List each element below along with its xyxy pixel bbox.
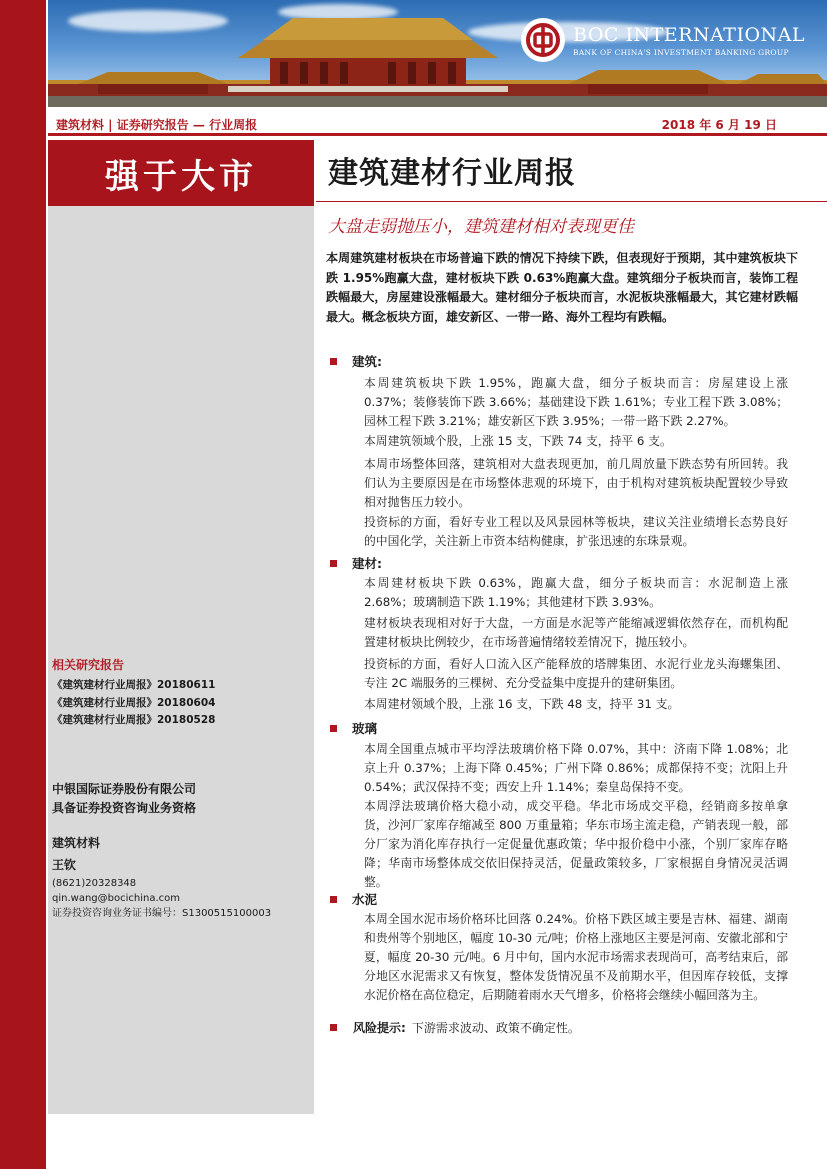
section-heading-materials (330, 554, 382, 572)
report-date: 2018 年 6 月 19 日 (661, 118, 777, 132)
rating-badge: 强于大市 (48, 140, 314, 206)
risk-text: 下游需求波动、政策不确定性。 (411, 1021, 580, 1035)
sector-label: 建筑材料 (52, 836, 101, 850)
header-divider (48, 133, 827, 136)
company-qualification: 具备证券投资咨询业务资格 (52, 801, 197, 815)
paragraph: 建材板块表现相对好于大盘，一方面是水泥等产能缩减逻辑依然存在，而机构配置建材板块比例较少，在市场普遍情绪较差情况下，抛压较小。 (364, 616, 788, 649)
paragraph: 本周全国水泥市场价格环比回落 0.24%。价格下跌区域主要是吉林、福建、湖南和贵州等个别地区，幅度 10-30 元/吨；价格上涨地区主要是河南、安徽北部和宁夏，幅度 20-30 元/吨。6 月中旬，国内水泥市场需求表现尚可，高考结束后，部分地区水泥需求又有恢复，整体发货情况虽不及前期水平，但因库存较低，支撑水泥价格在高位稳定，后期随着雨水天气增多，价格将会继续小幅回落为主。 (364, 912, 788, 1002)
paragraph: 本周建筑领域个股，上涨 15 支，下跌 74 支，持平 6 支。 (364, 434, 672, 448)
related-reports-title: 相关研究报告 (52, 658, 125, 672)
analyst-name: 王钦 (52, 858, 77, 872)
left-accent-bar (0, 0, 46, 1169)
brand-name: BOC INTERNATIONAL (573, 23, 805, 46)
bullet-square-icon (330, 725, 337, 732)
bullet-square-icon (330, 896, 337, 903)
paragraph: 投资标的方面，看好专业工程以及风景园林等板块，建议关注业绩增长态势良好的中国化学，关注新上市资本结构健康，扩张迅速的东珠景观。 (364, 515, 788, 548)
analyst-email[interactable]: qin.wang@bocichina.com (52, 893, 180, 904)
risk-warning (330, 1019, 580, 1036)
risk-label: 风险提示: (353, 1021, 406, 1035)
company-info (52, 780, 196, 818)
related-report-item[interactable]: 《建筑建材行业周报》20180604 (52, 696, 216, 709)
section-heading-text: 水泥 (352, 892, 378, 907)
title-divider (316, 201, 827, 202)
section-heading-glass (330, 719, 377, 737)
paragraph: 本周浮法玻璃价格大稳小动，成交平稳。华北市场成交平稳，经销商多按单拿货，沙河厂家库存缩减至 800 万重量箱；华东市场主流走稳，产销表现一般，部分厂家为消化库存执行一定促量优惠政策；华中报价稳中小涨，个别厂家库存略降；华南市场整体成交依旧保持灵活，促量政策较多，厂家根据自身情况灵活调整。 (364, 799, 788, 889)
analyst-phone: (8621)20328348 (52, 878, 137, 889)
company-name: 中银国际证券股份有限公司 (52, 782, 197, 796)
bullet-square-icon (330, 1024, 337, 1031)
paragraph: 本周建筑板块下跌 1.95%，跑赢大盘，细分子板块而言：房屋建设上涨 0.37%；装修装饰下跌 3.66%；基础建设下跌 1.61%；专业工程下跌 3.08%；园林工程下跌 3.21%；雄安新区下跌 3.95%；一带一路下跌 2.27%。 (364, 376, 788, 428)
report-subtitle: 大盘走弱抛压小，建筑建材相对表现更佳 (328, 217, 634, 237)
brand-logo (521, 18, 805, 62)
report-summary: 本周建筑建材板块在市场普遍下跌的情况下持续下跌，但表现好于预期，其中建筑板块下跌 1.95%跑赢大盘，建材板块下跌 0.63%跑赢大盘。建筑细分子板块而言，装饰工程跌幅最大，房屋建设涨幅最大。建材细分子板块而言，水泥板块涨幅最大，其它建材跌幅最大。概念板块方面，雄安新区、一带一路、海外工程均有跌幅。 (326, 251, 798, 324)
bullet-square-icon (330, 358, 337, 365)
boc-logo-icon (521, 18, 565, 62)
section-heading-text: 玻璃 (352, 721, 378, 736)
section-heading-text: 建筑: (352, 354, 382, 369)
paragraph: 本周建材领域个股，上涨 16 支，下跌 48 支，持平 31 支。 (364, 697, 680, 711)
paragraph: 本周建材板块下跌 0.63%，跑赢大盘，细分子板块而言：水泥制造上涨 2.68%；玻璃制造下跌 1.19%；其他建材下跌 3.93%。 (364, 576, 788, 609)
brand-tagline: BANK OF CHINA'S INVESTMENT BANKING GROUP (573, 47, 789, 57)
report-title: 建筑建材行业周报 (328, 156, 576, 191)
analyst-license: 证券投资咨询业务证书编号：S1300515100003 (52, 908, 272, 919)
analyst-contact (52, 876, 271, 921)
report-header-strip (48, 110, 827, 136)
section-heading-text: 建材: (352, 556, 382, 571)
related-reports-list (52, 677, 215, 730)
bullet-square-icon (330, 560, 337, 567)
paragraph: 投资标的方面，看好人口流入区产能释放的塔牌集团、水泥行业龙头海螺集团、专注 2C 端服务的三棵树、充分受益集中度提升的建研集团。 (364, 657, 788, 690)
section-heading-cement (330, 890, 377, 908)
related-report-item[interactable]: 《建筑建材行业周报》20180611 (52, 679, 216, 691)
related-report-item[interactable]: 《建筑建材行业周报》20180528 (52, 714, 216, 726)
paragraph: 本周市场整体回落，建筑相对大盘表现更加，前几周放量下跌态势有所回转。我们认为主要原因是在市场整体悲观的环境下，由于机构对建筑板块配置较少导致相对抛售压力较小。 (364, 457, 788, 509)
header-banner (48, 0, 827, 107)
report-category: 建筑材料 | 证券研究报告 — 行业周报 (56, 118, 258, 132)
sidebar (48, 140, 314, 1114)
section-heading-construction (330, 352, 382, 370)
paragraph: 本周全国重点城市平均浮法玻璃价格下降 0.07%，其中：济南下降 1.08%；北京上升 0.37%；上海下降 0.45%；广州下降 0.86%；成都保持不变；沈阳上升 0.54%；武汉保持不变；西安上升 1.14%；秦皇岛保持不变。 (364, 742, 788, 794)
